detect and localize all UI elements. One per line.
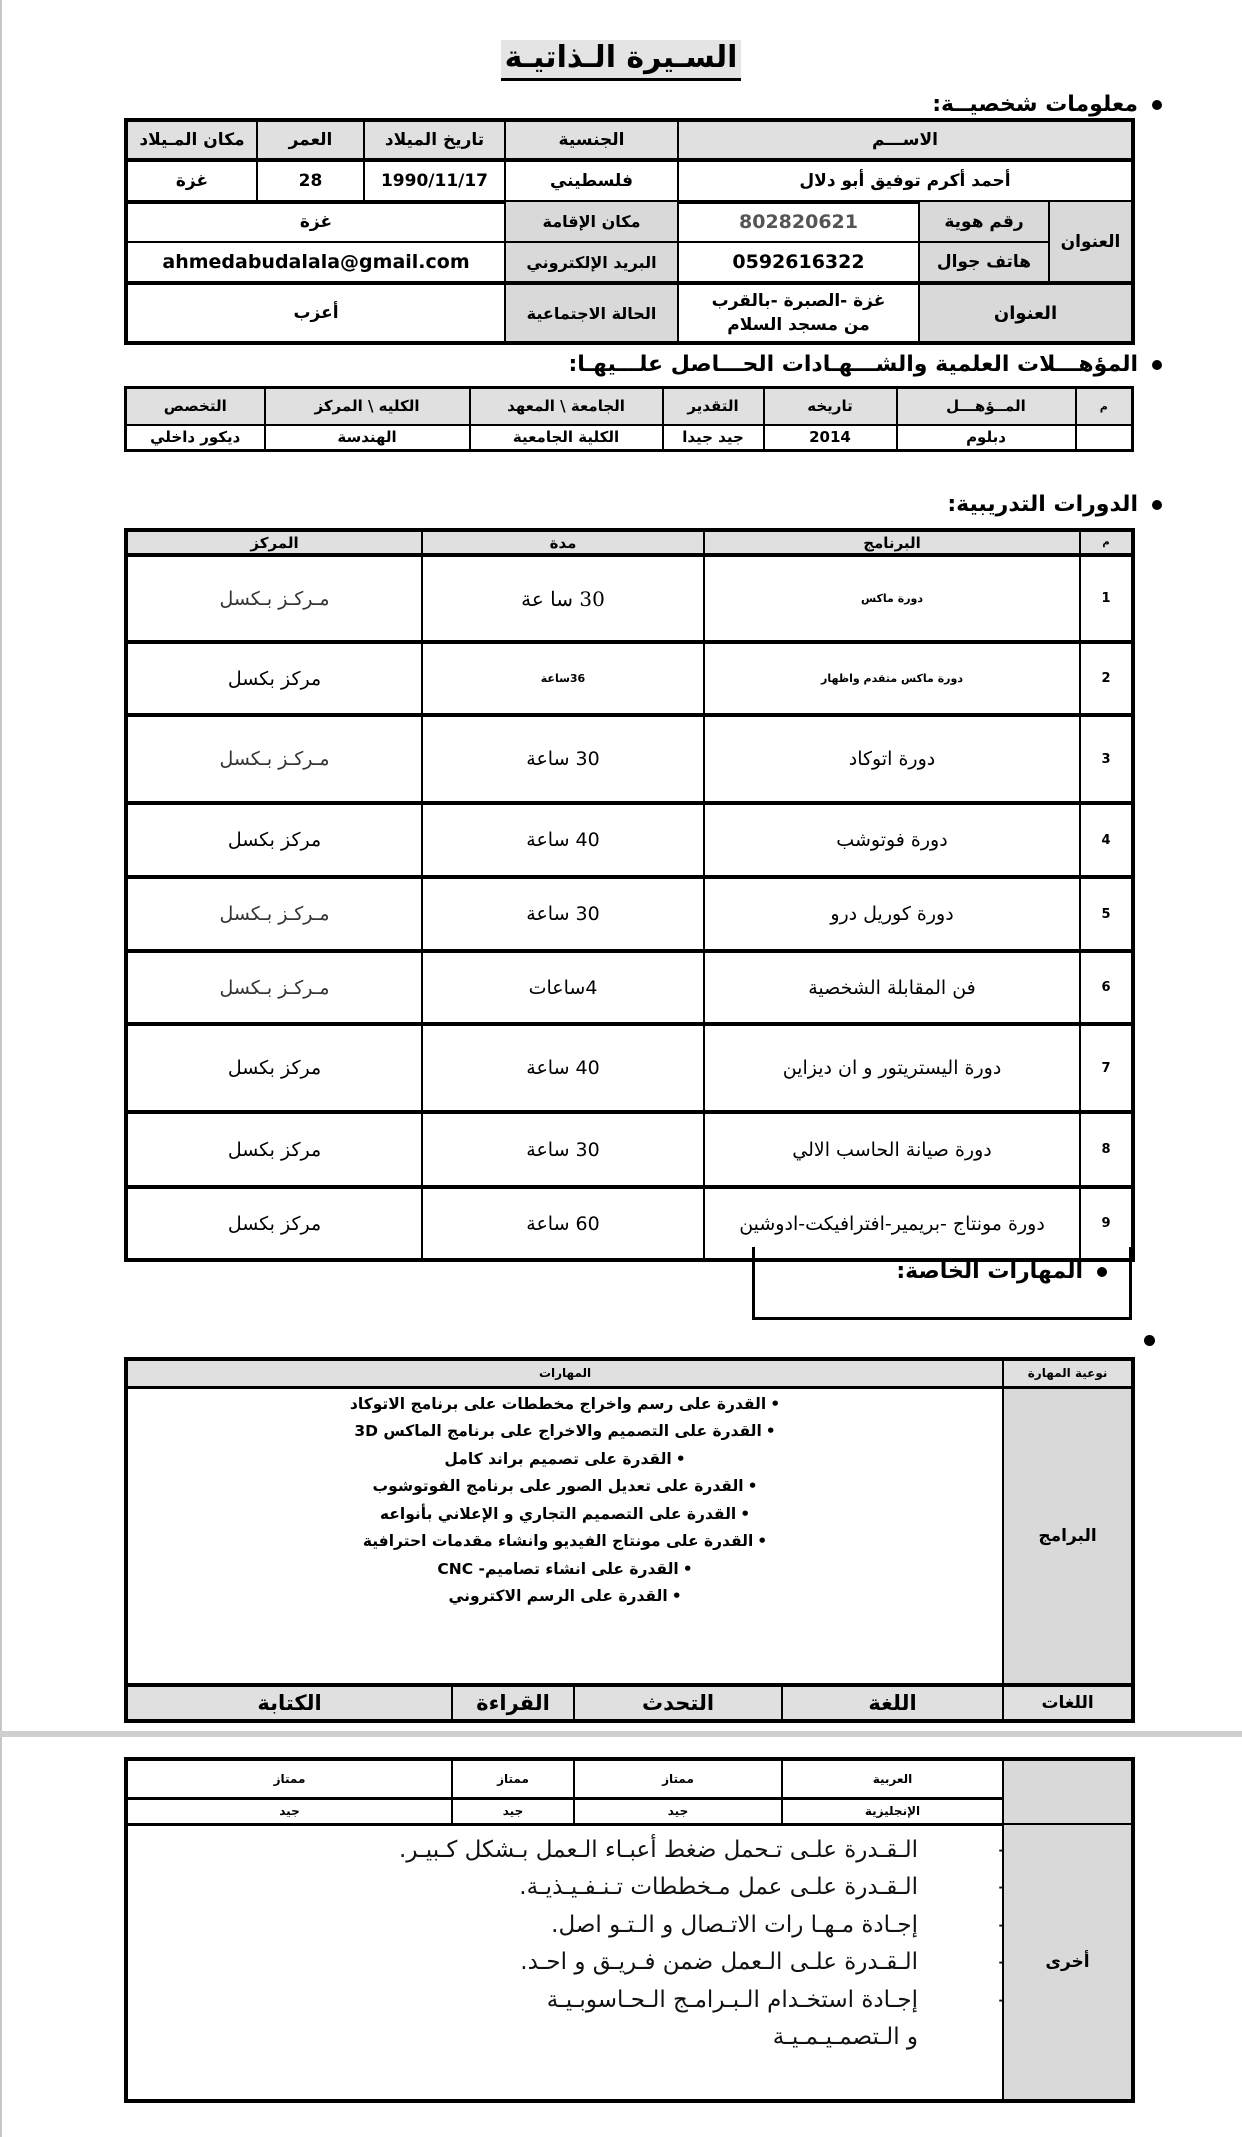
lang-name: الإنجليزية <box>782 1798 1003 1824</box>
languages-label-cell <box>1003 1759 1133 1824</box>
train-header-num: م <box>1080 530 1133 555</box>
residence-value: غزة <box>126 201 505 242</box>
train-center: مركز بكسل <box>126 1112 422 1187</box>
train-num: 9 <box>1080 1187 1133 1260</box>
qual-header-university: الجامعة \ المعهد <box>470 388 663 425</box>
train-num: 1 <box>1080 555 1133 642</box>
address-line-1: غزة -الصبرة -بالقرب <box>711 291 886 311</box>
training-table <box>124 528 1135 1262</box>
qual-num <box>1076 425 1133 451</box>
email-value[interactable]: ahmedabudalala@gmail.com <box>126 242 505 283</box>
marital-value: أعزب <box>126 283 505 343</box>
train-num: 5 <box>1080 877 1133 951</box>
train-center: مركز بكسل <box>126 642 422 715</box>
skills-header: المهارات <box>126 1359 1003 1387</box>
other-skill-item: - الـقـدرة علـى عمل مـخططات تـنـفـيـذيـة. <box>128 1869 918 1907</box>
skill-item: • القدرة على التصميم والاخراج على برنامج الماكس 3D <box>128 1418 1002 1446</box>
other-skill-item: - الـقـدرة علـى الـعمل ضمن فـريـق و احـد. <box>128 1944 918 1982</box>
lang-name: العربية <box>782 1759 1003 1798</box>
qualifications-heading <box>568 352 1162 377</box>
train-center: مـركـز بـكسل <box>126 877 422 951</box>
train-program: دورة صيانة الحاسب الالي <box>704 1112 1080 1187</box>
skill-item: • القدرة على تصميم براند كامل <box>128 1446 1002 1474</box>
address-label: العنوان <box>919 283 1133 343</box>
id-value: 802820621 <box>678 201 919 242</box>
lang-header-speaking: التحدث <box>574 1685 782 1721</box>
train-center: مـركـز بـكسل <box>126 715 422 803</box>
address-group-label: العنوان <box>1049 201 1133 283</box>
lang-reading: ممتاز <box>452 1759 574 1798</box>
qual-university: الكلية الجامعية <box>470 425 663 451</box>
special-skills-heading <box>896 1259 1107 1284</box>
train-header-program: البرنامج <box>704 530 1080 555</box>
page-title-wrap <box>0 40 1242 81</box>
lang-writing: جيد <box>126 1798 452 1824</box>
train-num: 6 <box>1080 951 1133 1024</box>
qual-grade: جيد جيدا <box>663 425 764 451</box>
other-skill-continuation: و الـتصمـيـمـيـة <box>772 2024 918 2050</box>
programs-label: البرامج <box>1003 1387 1133 1685</box>
train-program: دورة اليستريتور و ان ديزاين <box>704 1024 1080 1112</box>
train-program: دورة مونتاج -بريمير-افترافيكت-ادوشين <box>704 1187 1080 1260</box>
training-heading-text: الدورات التدريبية: <box>947 492 1138 517</box>
header-name: الاســـم <box>678 120 1133 160</box>
train-duration: 4ساعات <box>422 951 704 1024</box>
skill-item: • القدرة على انشاء تصاميم- CNC <box>128 1556 1002 1584</box>
skill-item: • القدرة على رسم واخراج مخططات على برنامج الاتوكاد <box>128 1391 1002 1419</box>
email-label: البريد الإلكتروني <box>505 242 678 283</box>
train-num: 3 <box>1080 715 1133 803</box>
qual-header-qualification: المــؤهـــل <box>897 388 1076 425</box>
skills-table <box>124 1357 1135 1723</box>
train-num: 8 <box>1080 1112 1133 1187</box>
lang-writing: ممتاز <box>126 1759 452 1798</box>
others-label: أخرى <box>1003 1824 1133 2101</box>
bullet-icon <box>1152 500 1162 510</box>
train-center: مـركـز بـكسل <box>126 951 422 1024</box>
table-row <box>126 1024 1133 1112</box>
train-duration: 40 ساعة <box>422 1024 704 1112</box>
table-row <box>126 803 1133 877</box>
personal-info-heading <box>932 92 1162 117</box>
train-duration: 30 ساعة <box>422 877 704 951</box>
qual-header-num: م <box>1076 388 1133 425</box>
header-age: العمر <box>257 120 364 160</box>
train-header-duration: مدة <box>422 530 704 555</box>
skill-type-header: نوعية المهارة <box>1003 1359 1133 1387</box>
qualifications-heading-text: المؤهـــلات العلمية والشـــهـادات الحـــاصل علـــيهـا: <box>568 352 1138 377</box>
lang-header-writing: الكتابة <box>126 1685 452 1721</box>
age-value: 28 <box>257 160 364 202</box>
train-duration: 40 ساعة <box>422 803 704 877</box>
header-birth-place: مكان المـيلاد <box>126 120 257 160</box>
table-row <box>126 1112 1133 1187</box>
qual-header-major: التخصص <box>126 388 265 425</box>
lang-speaking: ممتاز <box>574 1759 782 1798</box>
table-row <box>126 642 1133 715</box>
train-program: دورة ماكس متقدم واظهار <box>704 642 1080 715</box>
table-row <box>126 1759 1133 1798</box>
lang-reading: جيد <box>452 1798 574 1824</box>
programs-skill-list <box>126 1387 1003 1685</box>
address-value <box>678 283 919 343</box>
other-skill-item: - الـقـدرة علـى تـحمل ضغط أعبـاء الـعمل بـشكل كـبيـر. <box>128 1832 918 1870</box>
train-program: فن المقابلة الشخصية <box>704 951 1080 1024</box>
training-heading <box>947 492 1162 517</box>
qual-header-grade: التقدير <box>663 388 764 425</box>
page-left-edge <box>0 0 2 2137</box>
qual-date: 2014 <box>764 425 897 451</box>
train-center: مركز بكسل <box>126 1187 422 1260</box>
train-duration: 60 ساعة <box>422 1187 704 1260</box>
personal-info-heading-text: معلومات شخصيــة: <box>932 92 1138 117</box>
train-program: دورة كوريل درو <box>704 877 1080 951</box>
bullet-icon <box>1097 1267 1107 1277</box>
other-skill-item: - إجـادة مـهـا رات الاتـصال و الـتـو اصل. <box>128 1907 918 1945</box>
header-nationality: الجنسية <box>505 120 678 160</box>
personal-info-table <box>124 118 1135 204</box>
train-duration: 36ساعة <box>422 642 704 715</box>
marital-label: الحالة الاجتماعية <box>505 283 678 343</box>
header-birth-date: تاريخ الميلاد <box>364 120 505 160</box>
qual-header-faculty: الكليه \ المركز <box>265 388 470 425</box>
languages-others-table <box>124 1757 1135 2103</box>
train-center: مركز بكسل <box>126 803 422 877</box>
train-header-center: المركز <box>126 530 422 555</box>
mobile-value: 0592616322 <box>678 242 919 283</box>
birth-date-value: 1990/11/17 <box>364 160 505 202</box>
train-duration: 30 ساعة <box>422 715 704 803</box>
qual-major: ديكور داخلي <box>126 425 265 451</box>
skill-item: • القدرة على تعديل الصور على برنامج الفوتوشوب <box>128 1473 1002 1501</box>
others-skill-list <box>126 1824 1003 2101</box>
qual-faculty: الهندسة <box>265 425 470 451</box>
table-row <box>126 425 1133 451</box>
languages-label: اللغات <box>1003 1685 1133 1721</box>
table-row <box>126 951 1133 1024</box>
train-num: 2 <box>1080 642 1133 715</box>
qual-qualification: دبلوم <box>897 425 1076 451</box>
page-separator <box>0 1731 1242 1737</box>
train-num: 7 <box>1080 1024 1133 1112</box>
train-center: مـركـز بـكسل <box>126 555 422 642</box>
table-row <box>126 877 1133 951</box>
skill-item: • القدرة على مونتاج الفيديو وانشاء مقدمات احترافية <box>128 1528 1002 1556</box>
qual-header-date: تاريخه <box>764 388 897 425</box>
skill-item: • القدرة على الرسم الاكتروني <box>128 1583 1002 1611</box>
personal-contact-table <box>124 200 1135 345</box>
lang-speaking: جيد <box>574 1798 782 1824</box>
train-duration: 30 ساعة <box>422 1112 704 1187</box>
train-center: مركز بكسل <box>126 1024 422 1112</box>
train-duration: 30 سا عة <box>422 555 704 642</box>
birth-place-value: غزة <box>126 160 257 202</box>
name-value: أحمد أكرم توفيق أبو دلال <box>678 160 1133 202</box>
other-skill-item: - إجـادة استخـدام الـبـرامـج الـحـاسوبـيـة <box>128 1982 918 2020</box>
table-row <box>126 555 1133 642</box>
id-label: رقم هوية <box>919 201 1049 242</box>
nationality-value: فلسطيني <box>505 160 678 202</box>
table-row <box>126 715 1133 803</box>
train-num: 4 <box>1080 803 1133 877</box>
skill-item: • القدرة على التصميم التجاري و الإعلاني بأنواعه <box>128 1501 1002 1529</box>
lang-header-language: اللغة <box>782 1685 1003 1721</box>
special-skills-box <box>752 1247 1132 1320</box>
special-skills-heading-text: المهارات الخاصة: <box>896 1259 1083 1284</box>
residence-label: مكان الإقامة <box>505 201 678 242</box>
mobile-label: هاتف جوال <box>919 242 1049 283</box>
lang-header-reading: القراءة <box>452 1685 574 1721</box>
table-row <box>126 1798 1133 1824</box>
train-program: دورة اتوكاد <box>704 715 1080 803</box>
page-title: السـيرة الـذاتيـة <box>501 40 742 81</box>
qualifications-table <box>124 386 1134 452</box>
train-program: دورة ماكس <box>704 555 1080 642</box>
bullet-icon <box>1144 1335 1155 1346</box>
train-program: دورة فوتوشب <box>704 803 1080 877</box>
address-line-2: من مسجد السلام <box>727 315 870 335</box>
bullet-icon <box>1152 100 1162 110</box>
bullet-icon <box>1152 360 1162 370</box>
